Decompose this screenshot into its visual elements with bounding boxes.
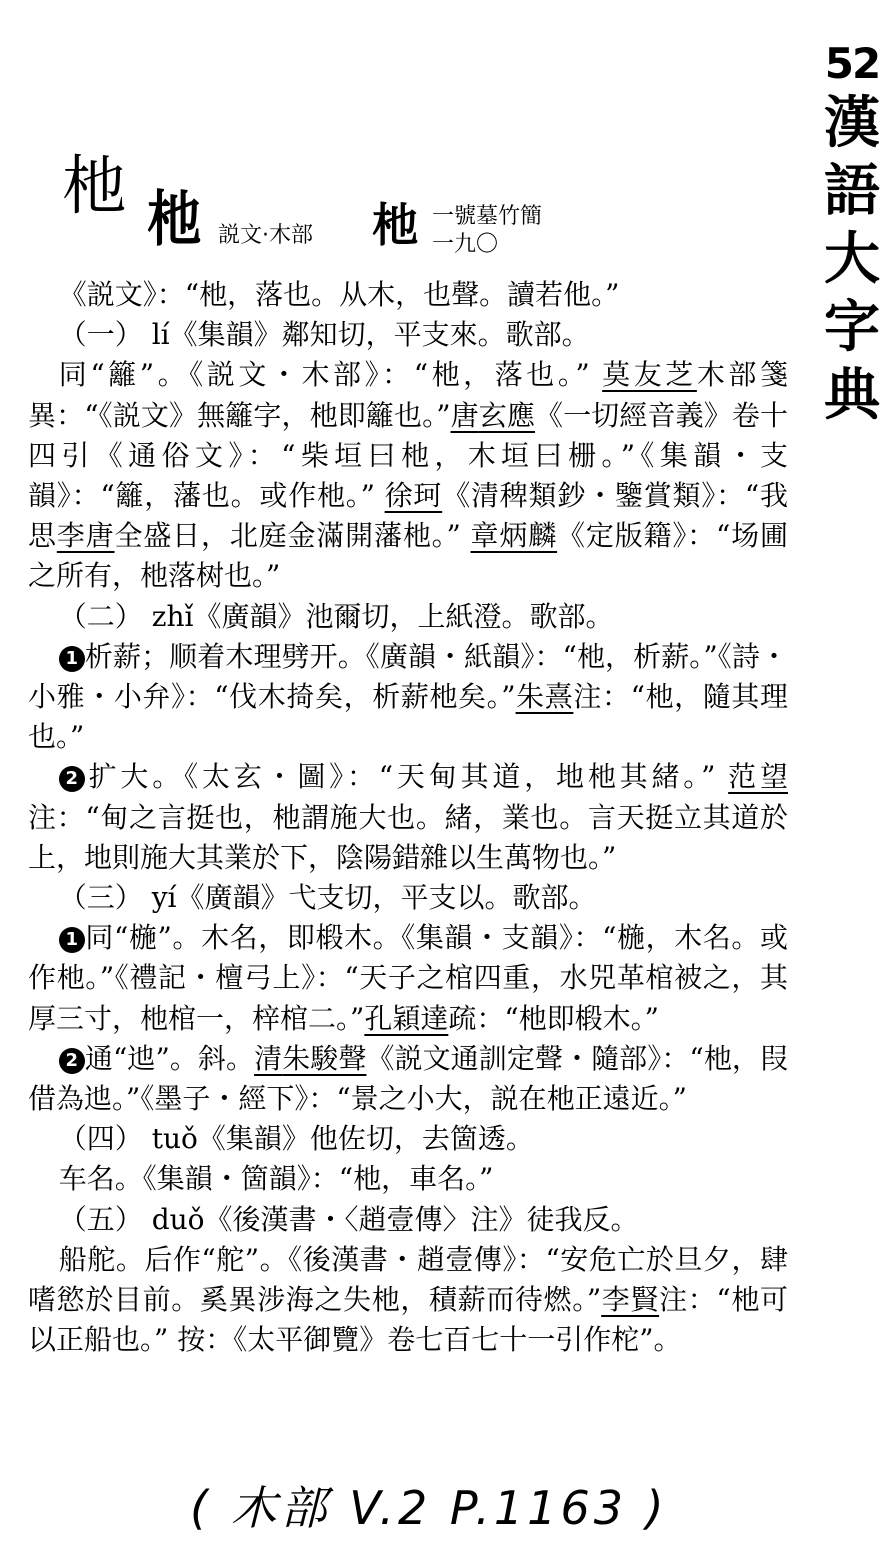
entry-paragraph [28, 275, 788, 315]
entry-body [28, 275, 788, 1360]
proper-name: 莫友芝 [602, 358, 697, 392]
entry-text: （四） tuǒ《集韻》他佐切，去箇透。 [58, 1122, 534, 1156]
page-number: 52 [824, 39, 880, 88]
entry-text: （一） lí《集韻》鄰知切，平支來。歌部。 [58, 318, 590, 352]
entry-text: 木部箋異：“《説文》無籬字，杝即籬也。” [28, 358, 788, 432]
proper-name: 朱熹 [515, 680, 574, 714]
title-char-2: 語 [824, 159, 880, 224]
handwritten-reference-note: ( 木部 V.2 P.1163 ) [190, 1481, 668, 1535]
proper-name: 玄應 [478, 398, 536, 432]
proper-name: 徐珂 [384, 479, 443, 513]
proper-name: 李賢 [601, 1283, 660, 1317]
headword: 杝 [62, 150, 126, 224]
sense-number-badge: 2 [59, 766, 85, 792]
entry-paragraph [28, 918, 788, 1039]
bamboo-source-line-2: 一九〇 [432, 232, 499, 257]
entry-paragraph [28, 1240, 788, 1361]
seal-script-form: 杝 [147, 185, 201, 255]
title-char-4: 字 [824, 295, 880, 360]
entry-text: 全盛日，北庭金滿開藩杝。” [114, 519, 471, 553]
proper-name: 唐 [450, 398, 479, 432]
entry-paragraph [28, 1159, 788, 1199]
proper-name: 李唐 [56, 519, 115, 553]
entry-text: 《説文》：“杝，落也。从木，也聲。讀若他。” [58, 278, 620, 311]
proper-name: 章炳麟 [470, 519, 558, 553]
proper-name: 朱駿聲 [282, 1041, 367, 1075]
entry-text: 析薪；顺着木理劈开。《廣韻・紙韻》：“杝，析薪。”《詩・小雅・小弁》：“伐木掎矣，析薪杝矣。” [28, 639, 788, 714]
entry-paragraph [28, 1039, 788, 1119]
entry-text: 注：“甸之言挺也，杝謂施大也。緒，業也。言天挺立其道於上，地則施大其業於下，陰陽錯雜以生萬物也。” [28, 800, 788, 874]
entry-text: 船舵。后作“舵”。《後漢書・趙壹傳》：“安危亡於旦夕，肆嗜慾於目前。奚異涉海之失杝，積薪而待燃。” [28, 1242, 788, 1317]
seal-source-label: 説文·木部 [218, 223, 313, 248]
entry-text: （二） zhǐ《廣韻》池爾切，上紙澄。歌部。 [58, 599, 614, 633]
entry-paragraph [28, 1119, 788, 1159]
entry-text: 同“籬”。《説文・木部》：“杝，落也。” [58, 358, 603, 392]
book-title-column [812, 38, 892, 430]
entry-text: （三） yí《廣韻》弋支切，平支以。歌部。 [58, 881, 597, 915]
entry-text: 注：“杝可以正船也。” 按：《太平御覽》卷七百七十一引作柁”。 [28, 1283, 788, 1357]
sense-number-badge: 1 [59, 927, 85, 953]
entry-text: 《一切經音義》卷十四引《通俗文》：“柴垣曰杝，木垣曰栅。”《集韻・支韻》：“籬，藩也。或作杝。” [28, 398, 788, 513]
bamboo-source-line-1: 一號墓竹簡 [432, 204, 543, 229]
entry-paragraph [28, 757, 788, 878]
title-char-1: 漢 [824, 91, 880, 156]
proper-name: 孔穎達 [364, 1001, 449, 1035]
entry-paragraph [28, 637, 788, 758]
bamboo-source-label [432, 203, 542, 259]
entry-text: 《清稗類鈔・鑒賞類》：“我思 [28, 479, 788, 553]
entry-paragraph [28, 878, 788, 918]
entry-text: 同“椸”。木名，即椴木。《集韻・支韻》：“椸，木名。或作杝。”《禮記・檀弓上》：“天子之棺四重，水兕革棺被之，其厚三寸，杝棺一，梓棺二。” [28, 921, 788, 1035]
entry-text: 《定版籍》：“场圃之所有，杝落树也。” [28, 519, 788, 593]
entry-paragraph [28, 355, 788, 596]
title-char-5: 典 [824, 363, 880, 428]
entry-text: 扩大。《太玄・圖》：“天甸其道，地杝其緒。” [84, 760, 729, 794]
entry-paragraph [28, 315, 788, 355]
entry-paragraph [28, 1200, 788, 1240]
sense-number-badge: 2 [59, 1048, 85, 1074]
bamboo-slip-form: 杝 [372, 198, 418, 252]
proper-name: 清 [254, 1041, 283, 1075]
entry-text: 注：“杝，隨其理也。” [28, 680, 788, 754]
proper-name: 范望 [728, 760, 788, 794]
entry-text: （五） duǒ《後漢書・〈趙壹傳〉注》徒我反。 [58, 1202, 639, 1236]
entry-text: 通“迆”。斜。 [84, 1041, 255, 1075]
entry-text: 车名。《集韻・箇韻》：“杝，車名。” [58, 1162, 494, 1196]
title-char-3: 大 [824, 227, 880, 292]
entry-text: 疏：“杝即椴木。” [448, 1001, 659, 1035]
sense-number-badge: 1 [59, 646, 85, 672]
entry-text: 《説文通訓定聲・隨部》：“杝，叚借為迆。”《墨子・經下》：“景之小大，説在杝正遠近。” [28, 1041, 788, 1116]
entry-paragraph [28, 597, 788, 637]
